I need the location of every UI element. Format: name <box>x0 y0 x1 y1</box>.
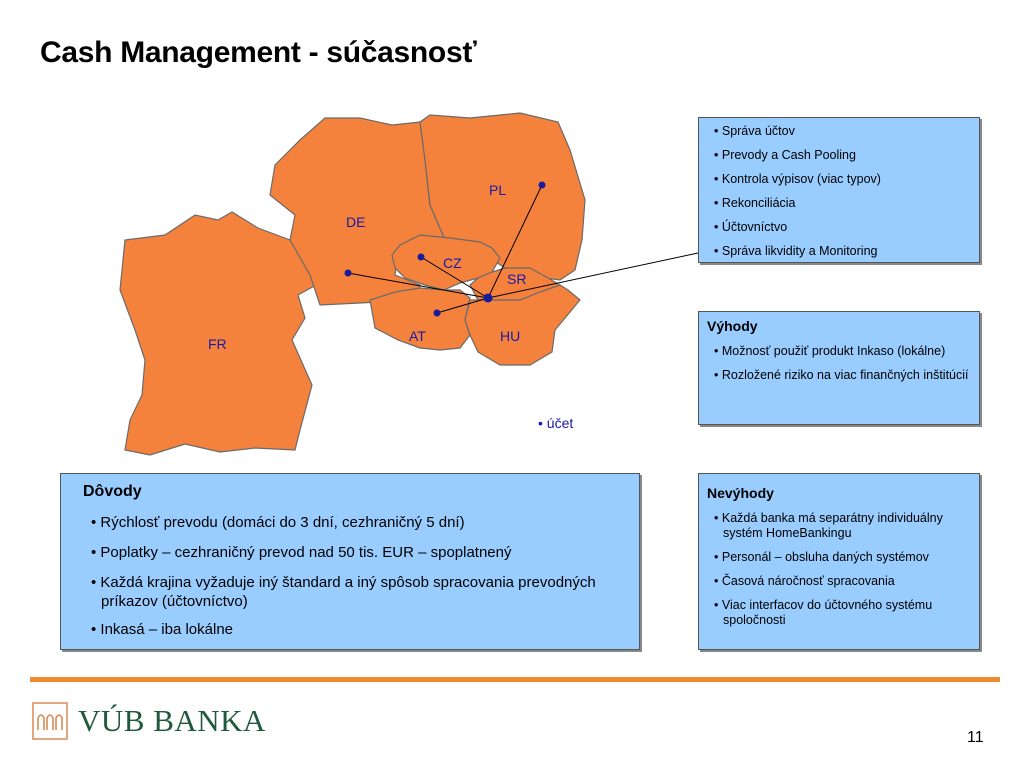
reasons-item: • Každá krajina vyžaduje iný štandard a iný spôsob spracovania prevodných príkazov (účtovníctvo) <box>83 573 625 611</box>
reasons-heading: Dôvody <box>83 483 142 500</box>
label-de: DE <box>346 214 366 230</box>
disadvantages-item: • Viac interfacov do účtovného systému spoločnosti <box>707 598 971 628</box>
advantages-box <box>698 311 980 425</box>
bank-name: VÚB BANKA <box>78 703 266 738</box>
advantages-item: • Rozložené riziko na viac finančných inštitúcií <box>707 368 971 383</box>
label-at: AT <box>409 328 426 344</box>
label-sr: SR <box>507 271 527 287</box>
functions-item: • Správa likvidity a Monitoring <box>707 244 971 259</box>
account-dot-cz <box>418 254 425 261</box>
advantages-heading: Výhody <box>707 318 758 334</box>
disadvantages-item: • Každá banka má separátny individuálny systém HomeBankingu <box>707 511 971 541</box>
advantages-item: • Možnosť použiť produkt Inkaso (lokálne) <box>707 344 971 359</box>
country-map <box>0 0 700 470</box>
label-fr: FR <box>208 336 227 352</box>
label-cz: CZ <box>443 255 462 271</box>
reasons-item: • Rýchlosť prevodu (domáci do 3 dní, cezhraničný 5 dní) <box>83 513 625 532</box>
functions-item: • Účtovníctvo <box>707 220 971 235</box>
functions-item: • Prevody a Cash Pooling <box>707 148 971 163</box>
bank-logo <box>32 702 266 740</box>
disadvantages-box <box>698 473 980 650</box>
functions-item: • Správa účtov <box>707 124 971 139</box>
account-dot-at <box>434 310 441 317</box>
functions-box <box>698 117 980 263</box>
slide-title: Cash Management - súčasnosť <box>40 36 477 69</box>
disadvantages-item: • Personál – obsluha daných systémov <box>707 550 971 565</box>
functions-item: • Kontrola výpisov (viac typov) <box>707 172 971 187</box>
page-number: 11 <box>967 729 984 746</box>
reasons-item: • Inkasá – iba lokálne <box>83 620 625 639</box>
functions-item: • Rekonciliácia <box>707 196 971 211</box>
disadvantages-item: • Časová náročnosť spracovania <box>707 574 971 589</box>
map-legend-account: • účet <box>538 415 574 431</box>
disadvantages-heading: Nevýhody <box>707 485 774 501</box>
reasons-box <box>60 473 640 650</box>
account-dot-sr <box>484 294 493 303</box>
bank-emblem-icon <box>32 702 68 740</box>
reasons-item: • Poplatky – cezhraničný prevod nad 50 tis. EUR – spoplatnený <box>83 543 625 562</box>
account-dot-pl <box>539 182 546 189</box>
label-hu: HU <box>500 328 521 344</box>
label-pl: PL <box>489 182 507 198</box>
footer-divider <box>30 677 1000 682</box>
account-dot-de <box>345 270 352 277</box>
country-fr <box>120 212 318 455</box>
